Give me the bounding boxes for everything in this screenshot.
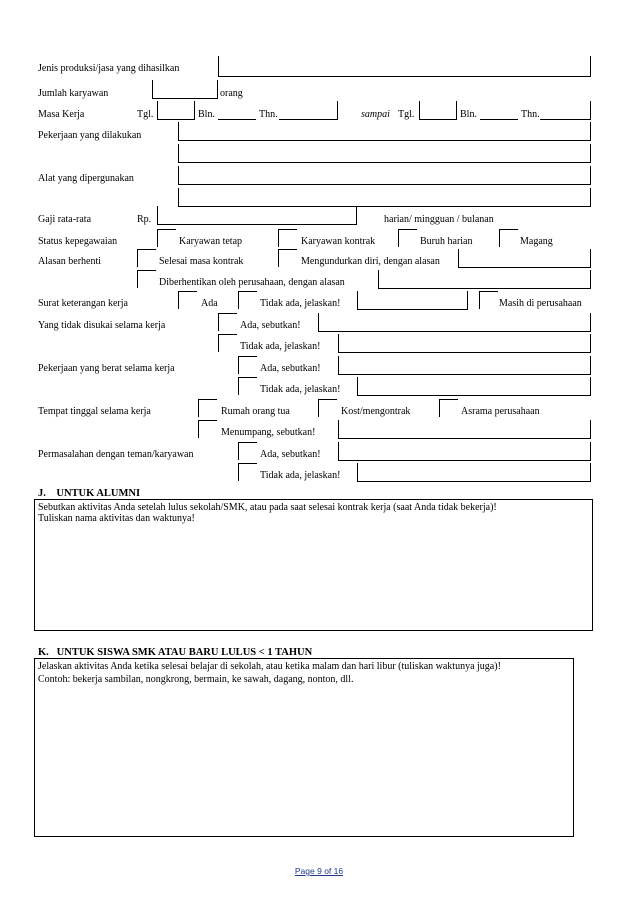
label-pekerjaan-dilakukan: Pekerjaan yang dilakukan: [38, 130, 142, 141]
rumah-orang-tua-checkbox[interactable]: [198, 399, 217, 417]
jenis-produksi-input[interactable]: [218, 56, 591, 77]
label-bln-start: Bln.: [198, 109, 215, 120]
gaji-input[interactable]: [157, 206, 357, 225]
label-rumah-orang-tua: Rumah orang tua: [221, 406, 290, 417]
diberhentikan-alasan-input[interactable]: [378, 270, 591, 289]
label-tidak-disukai: Yang tidak disukai selama kerja: [38, 320, 166, 331]
tidak-disukai-jelaskan-input[interactable]: [338, 334, 591, 353]
permasalahan-jelaskan-input[interactable]: [357, 463, 591, 482]
surat-jelaskan-input[interactable]: [357, 291, 468, 310]
label-karyawan-kontrak: Karyawan kontrak: [301, 236, 376, 247]
bln-end-input[interactable]: [480, 101, 518, 120]
alat-input-2[interactable]: [178, 188, 591, 207]
bln-start-input[interactable]: [218, 101, 256, 120]
label-alasan-berhenti: Alasan berhenti: [38, 256, 102, 267]
kost-checkbox[interactable]: [318, 399, 337, 417]
label-selesai-kontrak: Selesai masa kontrak: [159, 256, 244, 267]
label-gaji: Gaji rata-rata: [38, 214, 92, 225]
thn-start-input[interactable]: [279, 101, 338, 120]
jumlah-karyawan-input[interactable]: [152, 80, 218, 99]
section-k-answer-box[interactable]: [34, 658, 574, 837]
label-jenis-produksi: Jenis produksi/jasa yang dihasilkan: [38, 63, 180, 74]
tidak-disukai-ada-checkbox[interactable]: [218, 313, 237, 331]
tidak-disukai-tidak-ada-checkbox[interactable]: [218, 334, 237, 352]
section-j-heading: J. UNTUK ALUMNI: [38, 488, 141, 499]
label-jumlah-karyawan: Jumlah karyawan: [38, 88, 109, 99]
thn-end-input[interactable]: [540, 101, 591, 120]
masih-di-perusahaan-checkbox[interactable]: [479, 291, 498, 309]
label-diberhentikan: Diberhentikan oleh perusahaan, dengan alasan: [159, 277, 345, 288]
label-orang: orang: [220, 88, 243, 99]
label-permasalahan-ada: Ada, sebutkan!: [260, 449, 321, 460]
pekerjaan-berat-sebutkan-input[interactable]: [338, 356, 591, 375]
page-number: Page 9 of 16: [294, 866, 344, 876]
label-alat: Alat yang dipergunakan: [38, 173, 134, 184]
permasalahan-ada-checkbox[interactable]: [238, 442, 257, 460]
magang-checkbox[interactable]: [499, 229, 518, 247]
tgl-start-input[interactable]: [157, 101, 195, 120]
label-thn-end: Thn.: [521, 109, 540, 120]
pekerjaan-berat-tidak-ada-checkbox[interactable]: [238, 377, 257, 395]
label-pekerjaan-berat-tidak-ada: Tidak ada, jelaskan!: [260, 384, 341, 395]
label-masa-kerja: Masa Kerja: [38, 109, 85, 120]
label-surat-ada: Ada: [201, 298, 218, 309]
label-menumpang: Menumpang, sebutkan!: [221, 427, 316, 438]
label-tgl-start: Tgl.: [137, 109, 154, 120]
mengundurkan-diri-checkbox[interactable]: [278, 249, 297, 267]
label-tidak-disukai-ada: Ada, sebutkan!: [240, 320, 301, 331]
label-pekerjaan-berat: Pekerjaan yang berat selama kerja: [38, 363, 175, 374]
section-j-answer-box[interactable]: [34, 499, 593, 631]
label-magang: Magang: [520, 236, 553, 247]
label-karyawan-tetap: Karyawan tetap: [179, 236, 243, 247]
pekerjaan-berat-ada-checkbox[interactable]: [238, 356, 257, 374]
pekerjaan-dilakukan-input-2[interactable]: [178, 144, 591, 163]
label-sampai: sampai: [361, 109, 390, 120]
label-asrama: Asrama perusahaan: [461, 406, 540, 417]
label-permasalahan: Permasalahan dengan teman/karyawan: [38, 449, 194, 460]
mengundurkan-alasan-input[interactable]: [458, 249, 591, 268]
label-buruh-harian: Buruh harian: [420, 236, 473, 247]
label-surat-keterangan: Surat keterangan kerja: [38, 298, 128, 309]
label-tidak-disukai-tidak-ada: Tidak ada, jelaskan!: [240, 341, 321, 352]
selesai-kontrak-checkbox[interactable]: [137, 249, 156, 267]
karyawan-kontrak-checkbox[interactable]: [278, 229, 297, 247]
label-tempat-tinggal: Tempat tinggal selama kerja: [38, 406, 151, 417]
label-rp: Rp.: [137, 214, 152, 225]
label-kost: Kost/mengontrak: [341, 406, 411, 417]
label-surat-tidak-ada: Tidak ada, jelaskan!: [260, 298, 341, 309]
buruh-harian-checkbox[interactable]: [398, 229, 417, 247]
asrama-checkbox[interactable]: [439, 399, 458, 417]
section-k-instruction-2: Contoh: bekerja sambilan, nongkrong, bermain, ke sawah, dagang, nonton, dll.: [38, 674, 354, 685]
label-bln-end: Bln.: [460, 109, 477, 120]
section-j-instruction-2: Tuliskan nama aktivitas dan waktunya!: [38, 513, 195, 524]
label-mengundurkan-diri: Mengundurkan diri, dengan alasan: [301, 256, 440, 267]
section-k-heading: K. UNTUK SISWA SMK ATAU BARU LULUS < 1 TAHUN: [38, 647, 313, 658]
surat-tidak-ada-checkbox[interactable]: [238, 291, 257, 309]
alat-input-1[interactable]: [178, 166, 591, 185]
surat-ada-checkbox[interactable]: [178, 291, 197, 309]
label-tgl-end: Tgl.: [398, 109, 415, 120]
permasalahan-sebutkan-input[interactable]: [338, 442, 591, 461]
menumpang-sebutkan-input[interactable]: [338, 420, 591, 439]
pekerjaan-dilakukan-input-1[interactable]: [178, 122, 591, 141]
section-k-instruction-1: Jelaskan aktivitas Anda ketika selesai belajar di sekolah, atau ketika malam dan hari libur (tuliskan waktunya juga)!: [38, 661, 501, 672]
tgl-end-input[interactable]: [419, 101, 457, 120]
label-masih-di-perusahaan: Masih di perusahaan: [499, 298, 582, 309]
diberhentikan-checkbox[interactable]: [137, 270, 156, 288]
section-j-instruction-1: Sebutkan aktivitas Anda setelah lulus sekolah/SMK, atau pada saat selesai kontrak kerja (saat Anda tidak bekerja)!: [38, 502, 497, 513]
label-permasalahan-tidak-ada: Tidak ada, jelaskan!: [260, 470, 341, 481]
label-gaji-periode: harian/ mingguan / bulanan: [384, 214, 494, 225]
pekerjaan-berat-jelaskan-input[interactable]: [357, 377, 591, 396]
karyawan-tetap-checkbox[interactable]: [157, 229, 176, 247]
menumpang-checkbox[interactable]: [198, 420, 217, 438]
permasalahan-tidak-ada-checkbox[interactable]: [238, 463, 257, 481]
label-status: Status kepegawaian: [38, 236, 118, 247]
label-pekerjaan-berat-ada: Ada, sebutkan!: [260, 363, 321, 374]
tidak-disukai-sebutkan-input[interactable]: [318, 313, 591, 332]
label-thn-start: Thn.: [259, 109, 278, 120]
